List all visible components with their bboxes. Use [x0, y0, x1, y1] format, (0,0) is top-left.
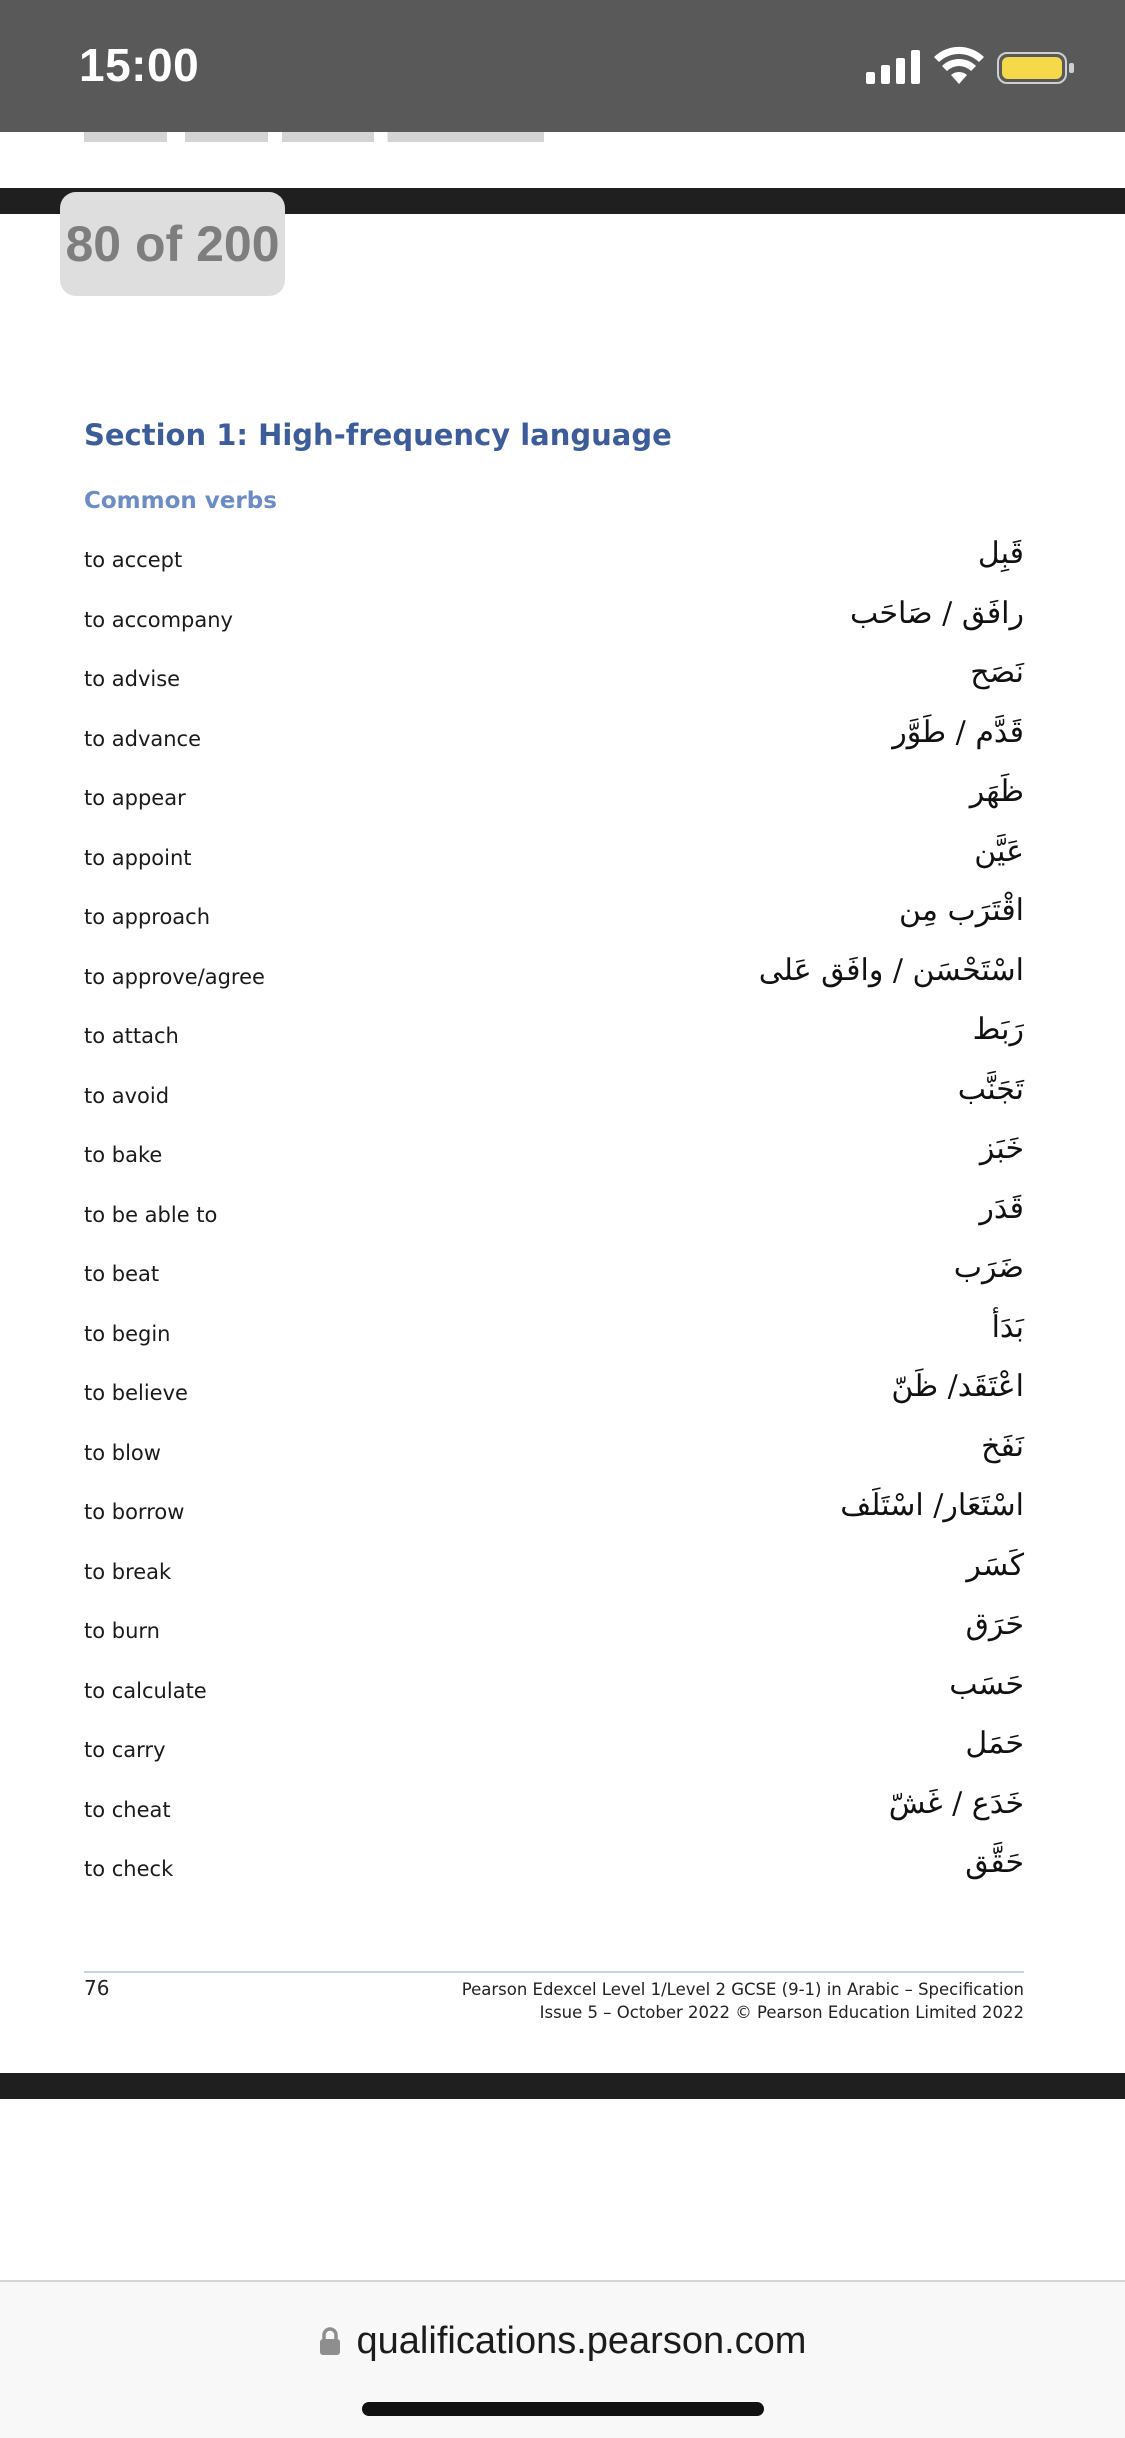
subsection-title: Common verbs: [84, 488, 277, 514]
vocab-row: [84, 889, 1024, 949]
arabic-term: حَمَل: [965, 1726, 1024, 1761]
english-term: to borrow: [84, 1500, 185, 1524]
arabic-term: قَبِل: [977, 536, 1024, 571]
arabic-term: ضَرَب: [953, 1250, 1024, 1285]
english-term: to avoid: [84, 1083, 170, 1108]
vocab-row: [84, 651, 1024, 711]
footer-line-2: Issue 5 – October 2022 © Pearson Education Limited 2022: [539, 2003, 1024, 2022]
vocab-row: [84, 1306, 1024, 1366]
arabic-term: حَرَق: [965, 1607, 1024, 1642]
english-term: to carry: [84, 1738, 166, 1762]
arabic-term: اسْتَحْسَن / وافَق عَلى: [758, 952, 1024, 988]
english-term: to be able to: [84, 1202, 218, 1227]
faded-text-line: [84, 132, 544, 142]
vocab-row: [84, 830, 1024, 890]
english-term: to blow: [84, 1440, 161, 1465]
vocab-row: [84, 949, 1024, 1009]
status-time: 15:00: [79, 39, 200, 91]
arabic-term: قَدَّم / طَوَّر: [892, 714, 1024, 750]
home-indicator[interactable]: [362, 2402, 764, 2416]
vocab-row: [84, 1782, 1024, 1842]
vocab-row: [84, 532, 1024, 592]
english-term: to bake: [84, 1143, 163, 1167]
url-text: qualifications.pearson.com: [356, 2320, 807, 2362]
english-term: to beat: [84, 1262, 160, 1286]
arabic-term: عَيَّن: [974, 833, 1024, 869]
arabic-term: كَسَر: [966, 1547, 1024, 1583]
page-separator: [0, 2073, 1125, 2099]
arabic-term: خَدَع / غَشّ: [888, 1785, 1024, 1821]
english-term: to believe: [84, 1381, 188, 1405]
vocab-row: [84, 1425, 1024, 1485]
vocab-row: [84, 1127, 1024, 1187]
page-counter: 80 of 200: [60, 192, 285, 296]
vocab-row: [84, 1484, 1024, 1544]
vocab-row: [84, 1068, 1024, 1128]
english-term: to approach: [84, 905, 211, 929]
battery-icon: [997, 52, 1075, 84]
english-term: to accompany: [84, 607, 233, 632]
vocab-row: [84, 1722, 1024, 1782]
arabic-term: بَدَأ: [991, 1309, 1024, 1345]
arabic-term: اقْتَرَب مِن: [899, 893, 1024, 928]
vocab-row: [84, 1663, 1024, 1723]
url-field[interactable]: [0, 2320, 1125, 2363]
english-term: to approve/agree: [84, 964, 265, 989]
lock-icon: [319, 2326, 341, 2356]
vocab-row: [84, 592, 1024, 652]
english-term: to cheat: [84, 1797, 171, 1822]
previous-page-remnant: [0, 132, 1125, 188]
arabic-term: ظَهَر: [969, 774, 1024, 809]
english-term: to appear: [84, 786, 186, 810]
footer-divider: [84, 1971, 1024, 1973]
arabic-term: حَقَّق: [965, 1845, 1024, 1880]
page-number: 76: [84, 1976, 110, 2000]
signal-icon: [866, 50, 922, 84]
vocab-row: [84, 770, 1024, 830]
arabic-term: رافَق / صَاحَب: [850, 595, 1024, 631]
arabic-term: نَفَخ: [981, 1428, 1024, 1464]
arabic-term: رَبَط: [972, 1012, 1024, 1047]
english-term: to calculate: [84, 1678, 207, 1703]
footer-text: [462, 1978, 1024, 2024]
vocab-row: [84, 1008, 1024, 1068]
arabic-term: قَدَر: [979, 1190, 1024, 1226]
english-term: to break: [84, 1559, 172, 1584]
document-page[interactable]: [0, 214, 1125, 2073]
arabic-term: اسْتَعَار/ اسْتَلَف: [840, 1488, 1024, 1523]
vocab-row: [84, 1365, 1024, 1425]
arabic-term: اعْتَقَد/ ظَنّ: [891, 1369, 1024, 1404]
vocab-row: [84, 1603, 1024, 1663]
vocab-row: [84, 1246, 1024, 1306]
arabic-term: حَسَب: [949, 1666, 1024, 1702]
vocab-row: [84, 1187, 1024, 1247]
section-title: Section 1: High-frequency language: [84, 418, 672, 452]
english-term: to appoint: [84, 845, 192, 870]
english-term: to accept: [84, 548, 183, 572]
english-term: to burn: [84, 1619, 160, 1643]
english-term: to attach: [84, 1024, 179, 1048]
wifi-icon: [934, 46, 984, 84]
english-term: to begin: [84, 1321, 171, 1346]
vocab-list: [84, 532, 1024, 1901]
english-term: to advance: [84, 726, 202, 751]
footer-line-1: Pearson Edexcel Level 1/Level 2 GCSE (9-1) in Arabic – Specification: [461, 1980, 1024, 1999]
vocab-row: [84, 711, 1024, 771]
arabic-term: تَجَنَّب: [957, 1071, 1024, 1107]
arabic-term: نَصَح: [970, 655, 1024, 690]
arabic-term: خَبَز: [979, 1131, 1024, 1166]
english-term: to check: [84, 1857, 174, 1881]
browser-address-bar: [0, 2280, 1125, 2438]
status-bar: [0, 0, 1125, 132]
vocab-row: [84, 1544, 1024, 1604]
vocab-row: [84, 1841, 1024, 1901]
english-term: to advise: [84, 667, 181, 691]
